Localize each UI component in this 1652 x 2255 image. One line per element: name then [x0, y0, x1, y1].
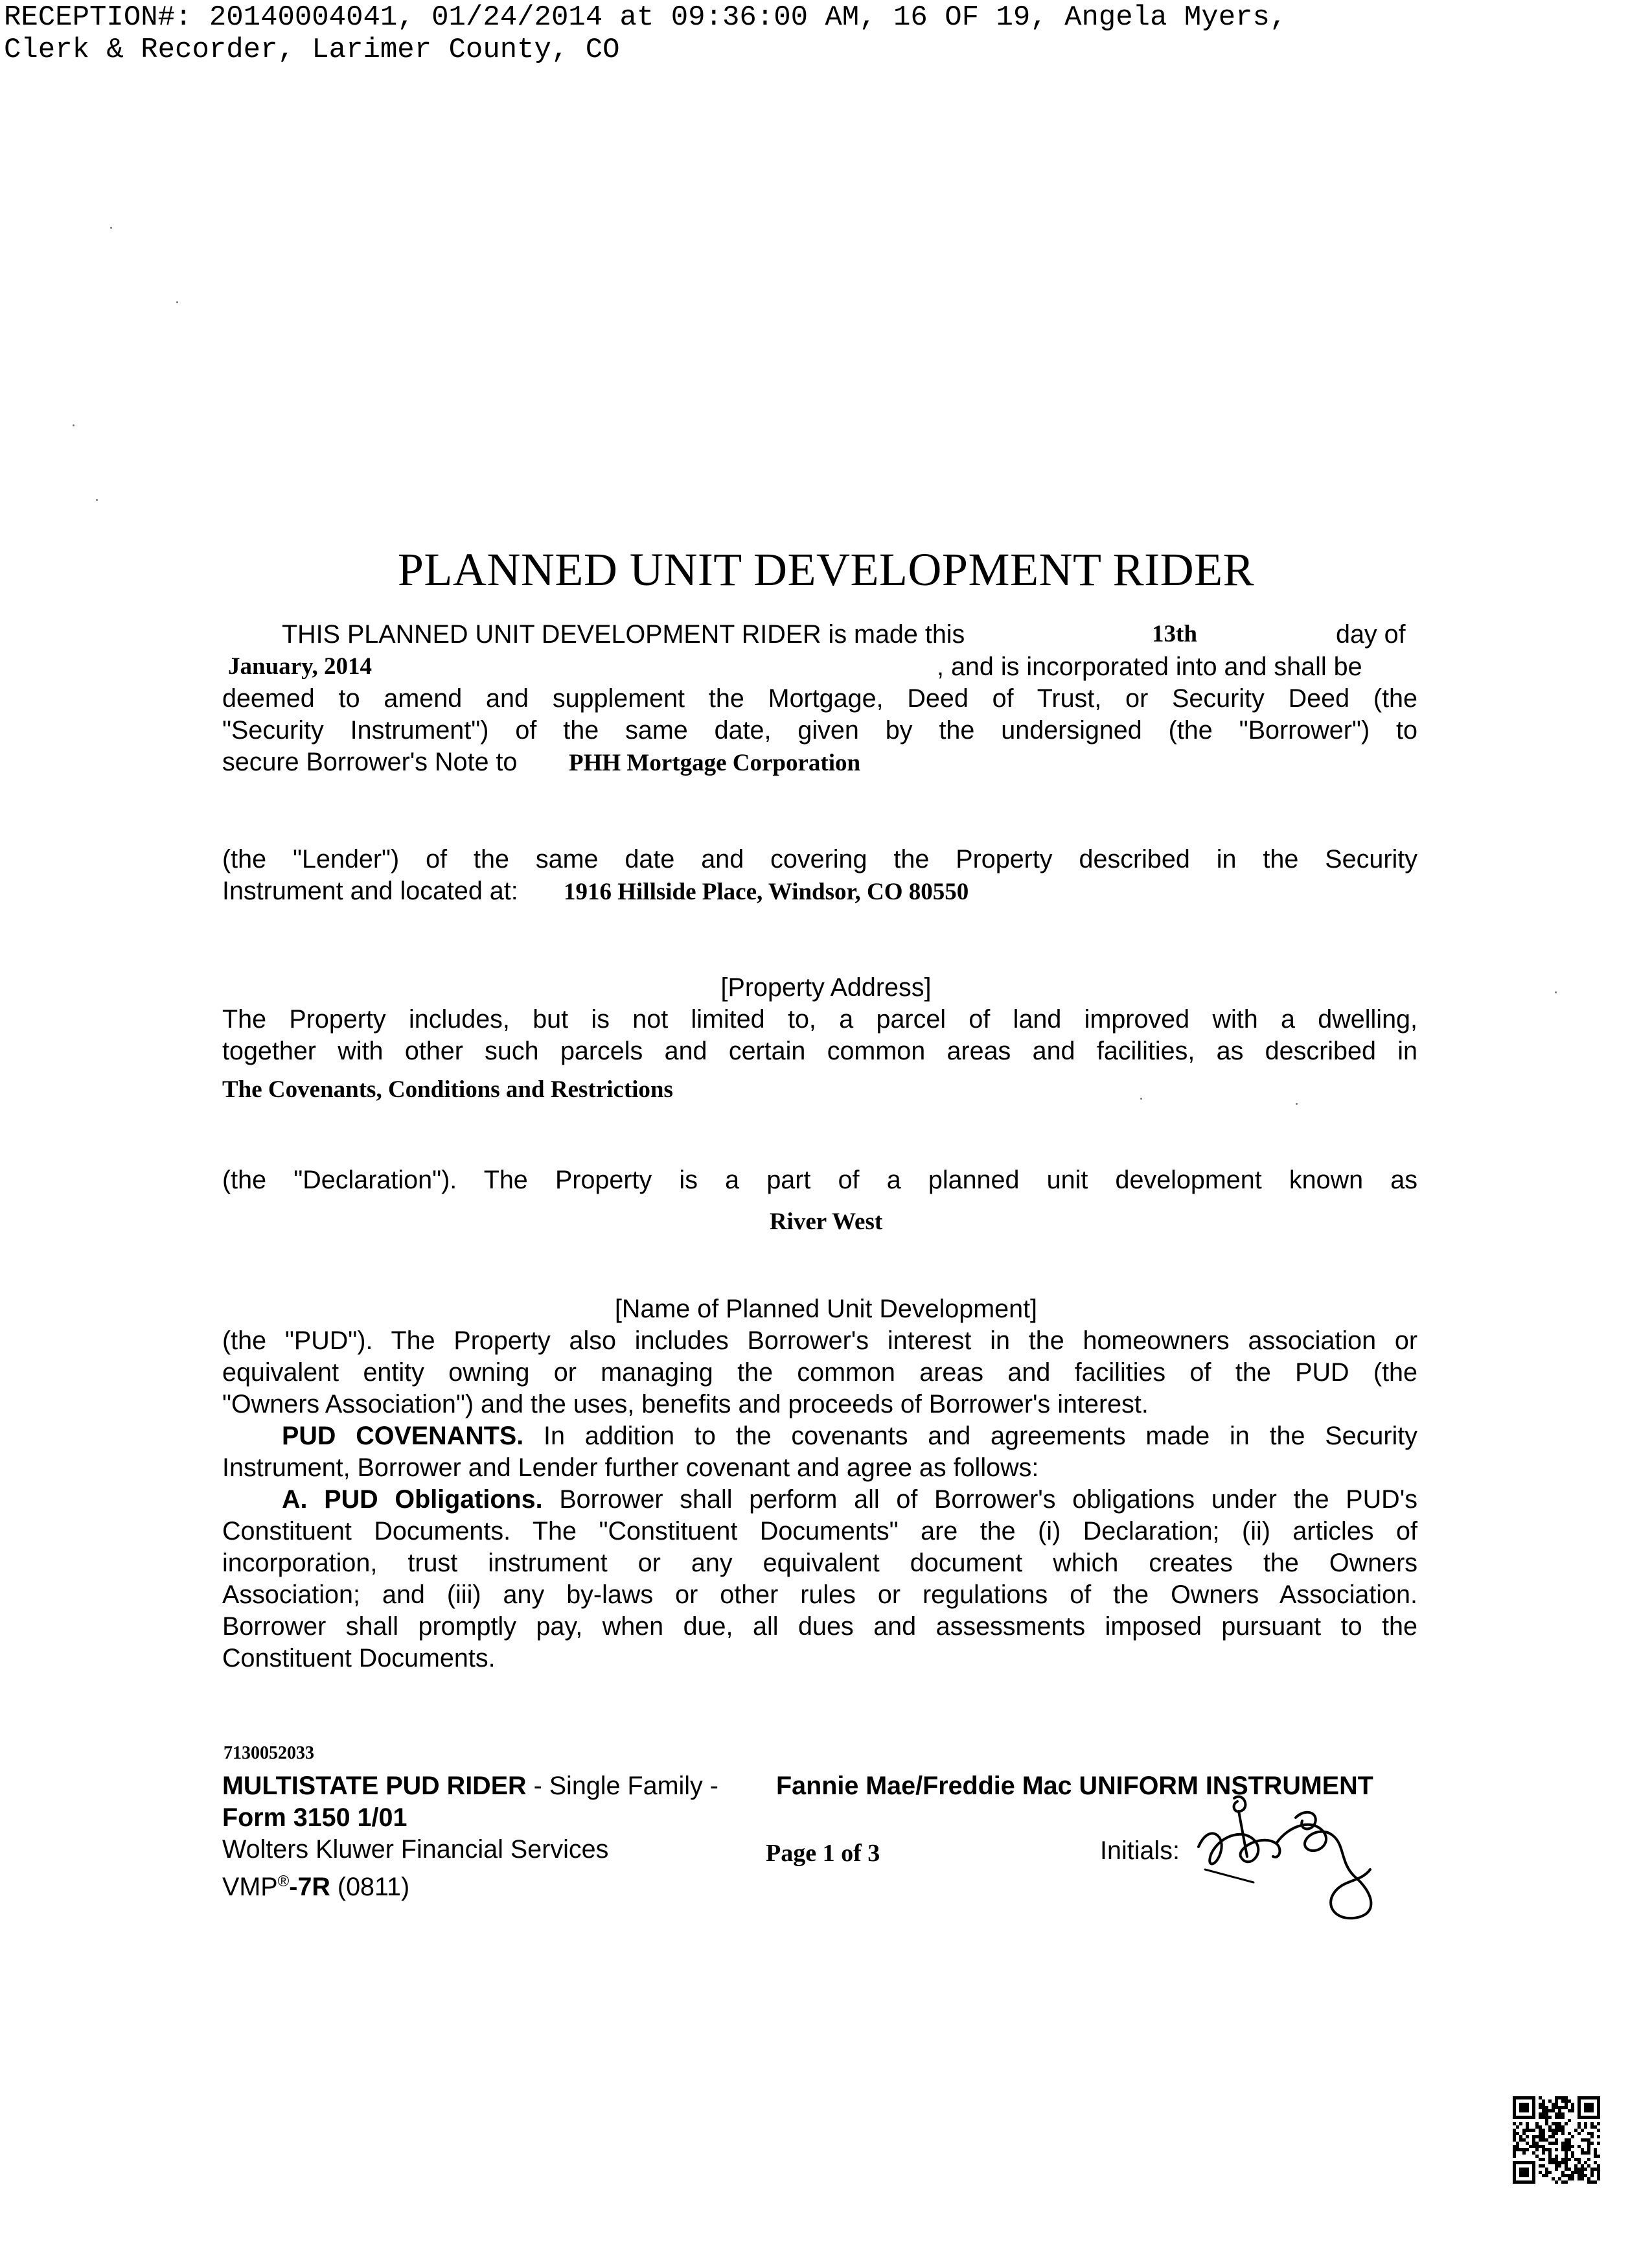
form-title-line — [222, 1770, 718, 1802]
scan-speck — [96, 499, 98, 501]
lender-located-at: Instrument and located at: — [222, 877, 518, 905]
covenants-line1 — [282, 1420, 1417, 1452]
vmp-registered-mark: ® — [277, 1873, 290, 1890]
section-a-line1-rest: Borrower shall perform all of Borrower's obligations under the PUD's — [542, 1485, 1417, 1514]
declaration-line3: equivalent entity owning or managing the common areas and facilities of the PUD (the — [222, 1358, 1417, 1387]
intro-line4: "Security Instrument") of the same date, given by the undersigned (the "Borrower") to — [222, 716, 1417, 745]
property-line2: together with other such parcels and certain common areas and facilities, as described in — [222, 1037, 1417, 1065]
qr-code — [1513, 2096, 1600, 2184]
vmp-code — [222, 1866, 409, 1903]
lender-line1: (the "Lender") of the same date and covering the Property described in the Security — [222, 845, 1417, 873]
vmp-label: VMP — [222, 1873, 278, 1902]
covenants-line2: Instrument, Borrower and Lender further covenant and agree as follows: — [222, 1453, 1039, 1482]
vmp-code-bold: -7R — [289, 1873, 330, 1902]
recording-header — [4, 1, 1287, 66]
covenants-line1-rest: In addition to the covenants and agreements made in the Security — [523, 1422, 1417, 1450]
page-number: Page 1 of 3 — [766, 1840, 880, 1867]
recording-header-line2: Clerk & Recorder, Larimer County, CO — [4, 34, 620, 66]
intro-day-value: 13th — [1152, 621, 1197, 647]
property-line1: The Property includes, but is not limited to, a parcel of land improved with a dwelling, — [222, 1005, 1417, 1034]
intro-date-value: January, 2014 — [228, 653, 373, 680]
vmp-revision: (0811) — [330, 1873, 410, 1902]
scan-speck — [176, 301, 178, 303]
page-title: PLANNED UNIT DEVELOPMENT RIDER — [397, 544, 1255, 596]
handwritten-initials — [1186, 1772, 1393, 1921]
section-a-line4: Association; and (iii) any by-laws or other rules or regulations of the Owners Association. — [222, 1580, 1417, 1609]
section-a-line5: Borrower shall promptly pay, when due, all dues and assessments imposed pursuant to the — [222, 1612, 1417, 1641]
declaration-line1: (the "Declaration"). The Property is a part of a planned unit development known as — [222, 1166, 1417, 1194]
scan-speck — [1140, 1098, 1142, 1100]
declaration-line4: "Owners Association") and the uses, benefits and proceeds of Borrower's interest. — [222, 1390, 1149, 1418]
section-a-line3: incorporation, trust instrument or any equivalent document which creates the Owners — [222, 1549, 1417, 1577]
declaration-name: The Covenants, Conditions and Restrictions — [222, 1076, 673, 1103]
publisher: Wolters Kluwer Financial Services — [222, 1835, 609, 1864]
pud-name-caption: [Name of Planned Unit Development] — [614, 1295, 1038, 1323]
pud-name: River West — [769, 1208, 883, 1235]
intro-secure-note: secure Borrower's Note to — [222, 748, 518, 776]
section-a-line6: Constituent Documents. — [222, 1644, 496, 1672]
intro-incorporated: , and is incorporated into and shall be — [937, 653, 1362, 681]
lender-name: PHH Mortgage Corporation — [569, 750, 861, 776]
intro-made-this: THIS PLANNED UNIT DEVELOPMENT RIDER is made this — [282, 620, 965, 649]
section-a-heading: A. PUD Obligations. — [282, 1485, 543, 1514]
section-a-line2: Constituent Documents. The "Constituent Documents" are the (i) Declaration; (ii) articles of — [222, 1517, 1417, 1545]
intro-line3: deemed to amend and supplement the Mortgage, Deed of Trust, or Security Deed (the — [222, 684, 1417, 713]
form-subtitle: - Single Family - — [526, 1772, 718, 1800]
loan-number: 7130052033 — [224, 1743, 314, 1763]
initials-label: Initials: — [1100, 1836, 1180, 1865]
uniform-instrument: Fannie Mae/Freddie Mac UNIFORM INSTRUMENT — [776, 1772, 1373, 1800]
scan-speck — [73, 424, 75, 426]
property-address-caption: [Property Address] — [720, 973, 932, 1002]
covenants-heading: PUD COVENANTS. — [282, 1422, 524, 1450]
property-address: 1916 Hillside Place, Windsor, CO 80550 — [564, 879, 969, 905]
form-title: MULTISTATE PUD RIDER — [222, 1772, 527, 1800]
scan-speck — [110, 227, 112, 229]
form-number: Form 3150 1/01 — [222, 1803, 407, 1832]
section-a-line1 — [282, 1484, 1417, 1516]
intro-day-of: day of — [1336, 620, 1406, 649]
scan-speck — [1296, 1103, 1298, 1105]
recording-header-line1: RECEPTION#: 20140004041, 01/24/2014 at 09:36:00 AM, 16 OF 19, Angela Myers, — [4, 1, 1287, 34]
declaration-line2: (the "PUD"). The Property also includes Borrower's interest in the homeowners association or — [222, 1326, 1417, 1355]
